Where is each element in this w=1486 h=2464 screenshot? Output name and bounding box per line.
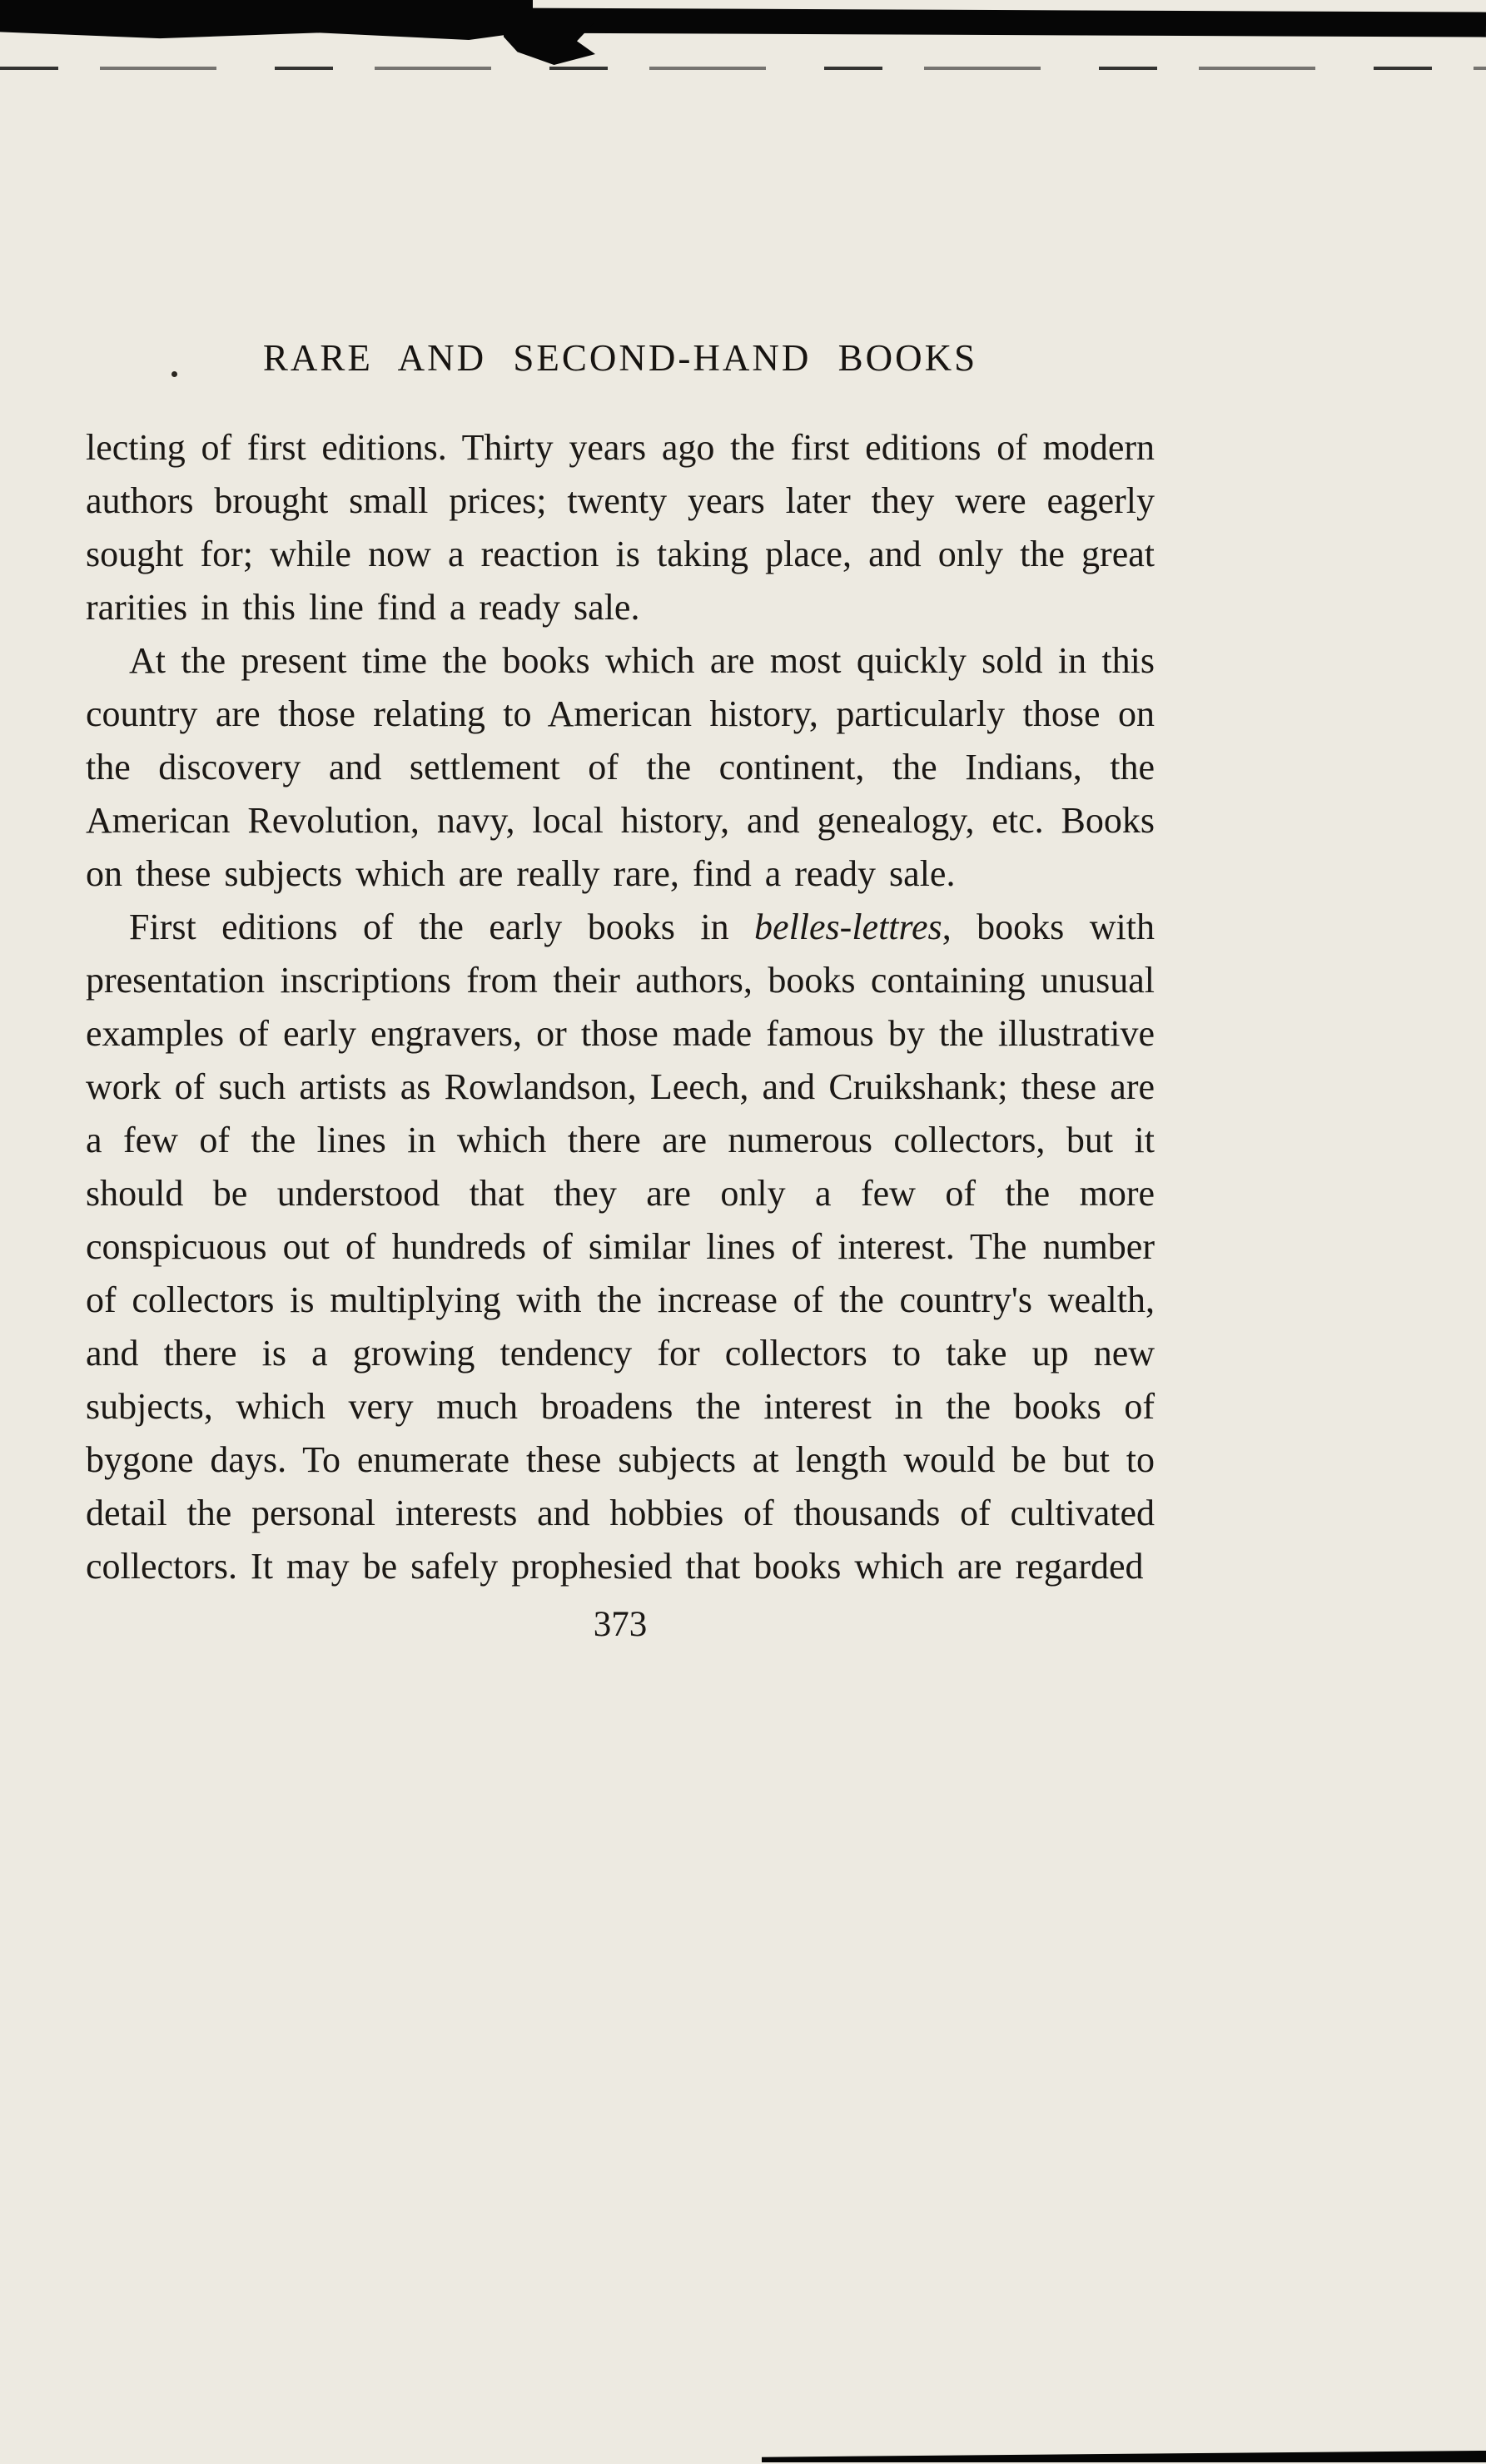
scan-artifact-dashed-line xyxy=(0,67,1486,70)
scan-artifact-top-left-band xyxy=(0,0,533,40)
paragraph-3-text-before-italic: First editions of the early books in xyxy=(129,907,755,947)
scan-artifact-bottom-bar xyxy=(762,2451,1486,2462)
text-block xyxy=(86,335,1155,1652)
paragraph-3-text-after-italic: , books with presentation inscriptions from their authors, books containing unusual examples of early engravers, or those made famous by the illustrative work of such artists as Rowlandson, Leech, and Cruikshank; these are a few of the lines in which there are numerous collectors, but it should be understood that they are only a few of the more conspicuous out of hundreds of similar lines of interest. The number of collectors is multiplying with the increase of the country's wealth, and there is a growing tendency for collectors to take up new subjects, which very much broadens the interest in the books of bygone days. To enumerate these subjects at length would be but to detail the personal interests and hobbies of thousands of cultivated collectors. It may be safely prophesied that books which are regarded xyxy=(86,907,1155,1587)
paragraph-3 xyxy=(86,901,1155,1593)
scan-artifact-torn-blob xyxy=(504,22,595,65)
paragraph-3-italic-phrase: belles-lettres xyxy=(754,907,942,947)
paragraph-2: At the present time the books which are most quickly sold in this country are those relating to American history, particularly those on the discovery and settlement of the continent, the Indians, the American Revolution, navy, local history, and genealogy, etc. Books on these subjects which are really rare, find a ready sale. xyxy=(86,640,1155,894)
body-text xyxy=(86,421,1155,1593)
page-number: 373 xyxy=(593,1605,648,1644)
running-header: RARE AND SECOND-HAND BOOKS xyxy=(262,337,978,379)
scan-artifact-top-right-band xyxy=(499,7,1486,37)
paragraph-1: lecting of first editions. Thirty years ago the first editions of modern authors brought small prices; twenty years later they were eagerly sought for; while now a reaction is taking place, and only the great rarities in this line find a ready sale. xyxy=(86,427,1155,628)
